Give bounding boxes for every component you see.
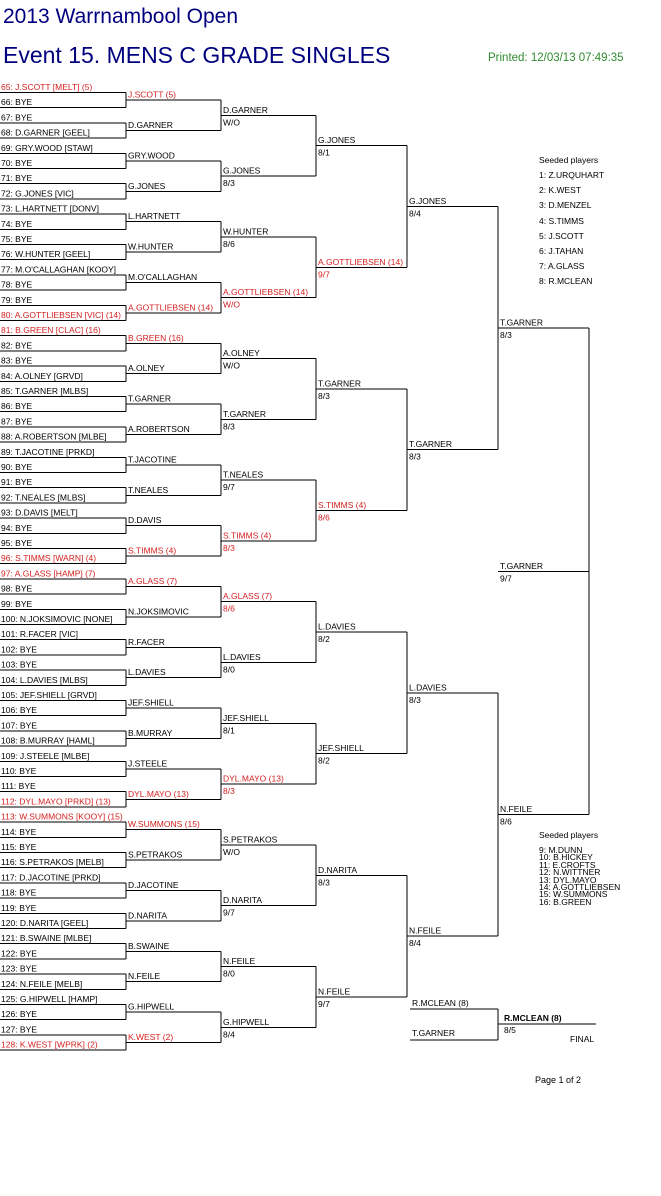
draw-entry: 127: BYE bbox=[1, 1024, 37, 1035]
draw-entry: 125: G.HIPWELL [HAMP] bbox=[1, 994, 98, 1004]
draw-entry: 122: BYE bbox=[1, 948, 37, 959]
round-1-winner: W.SUMMONS (15) bbox=[128, 819, 200, 830]
round-1-winner: D.JACOTINE bbox=[128, 880, 179, 890]
round-1-winner: GRY.WOOD bbox=[128, 150, 175, 161]
seeded-players-header-top: Seeded players bbox=[539, 155, 599, 165]
draw-entry: 67: BYE bbox=[1, 112, 33, 123]
draw-entry: 84: A.OLNEY [GRVD] bbox=[1, 370, 83, 381]
round-2-winner: S.PETRAKOS bbox=[223, 834, 278, 845]
draw-entry: 121: B.SWAINE [MLBE] bbox=[1, 933, 92, 944]
seeded-player: 11: E.CROFTS bbox=[539, 859, 596, 870]
draw-entry: 90: BYE bbox=[1, 462, 33, 472]
round-3-winner: D.NARITA bbox=[318, 864, 358, 875]
round-1-winner: L.DAVIES bbox=[128, 667, 166, 678]
draw-entry: 73: L.HARTNETT [DONV] bbox=[1, 203, 99, 214]
round-2-winner: A.OLNEY bbox=[223, 348, 260, 358]
round-1-winner: A.OLNEY bbox=[128, 363, 165, 374]
round-4-score: 8/4 bbox=[409, 938, 421, 949]
round-3-winner: L.DAVIES bbox=[318, 621, 356, 632]
round-2-score: 8/6 bbox=[223, 238, 235, 249]
round-1-winner: M.O'CALLAGHAN bbox=[128, 272, 198, 282]
round-2-winner: DYL.MAYO (13) bbox=[223, 773, 284, 784]
round-3-score: 8/2 bbox=[318, 755, 330, 766]
draw-entry: 66: BYE bbox=[1, 97, 33, 108]
seeded-player: 14: A.GOTTLIEBSEN bbox=[539, 882, 621, 892]
draw-entry: 123: BYE bbox=[1, 963, 37, 974]
draw-entry: 111: BYE bbox=[1, 781, 36, 792]
round-1-winner: G.JONES bbox=[128, 180, 166, 191]
round-4-winner: G.JONES bbox=[409, 196, 447, 206]
round-2-winner: A.GLASS (7) bbox=[223, 591, 273, 602]
playoff-player-1: R.MCLEAN (8) bbox=[412, 998, 469, 1008]
draw-entry: 117: D.JACOTINE [PRKD] bbox=[1, 872, 101, 883]
round-2-score: 9/7 bbox=[223, 482, 235, 493]
draw-entry: 98: BYE bbox=[1, 583, 33, 594]
draw-entry: 119: BYE bbox=[1, 902, 37, 913]
round-3-winner: S.TIMMS (4) bbox=[318, 500, 367, 510]
round-2-score: 8/3 bbox=[223, 786, 235, 797]
seeded-player: 4: S.TIMMS bbox=[539, 215, 584, 226]
round-1-winner: K.WEST (2) bbox=[128, 1032, 174, 1042]
draw-entry: 91: BYE bbox=[1, 477, 33, 488]
round-3-winner: JEF.SHIELL bbox=[318, 743, 364, 754]
seeded-player: 15: W.SUMMONS bbox=[539, 889, 608, 900]
seeded-players-header-bottom: Seeded players bbox=[539, 830, 599, 840]
seeded-player: 16: B.GREEN bbox=[539, 896, 592, 907]
draw-entry: 114: BYE bbox=[1, 826, 37, 837]
draw-entry: 112: DYL.MAYO [PRKD] (13) bbox=[1, 796, 111, 807]
draw-entry: 105: JEF.SHIELL [GRVD] bbox=[1, 690, 97, 700]
draw-entry: 110: BYE bbox=[1, 766, 37, 776]
round-5-winner: N.FEILE bbox=[500, 804, 533, 814]
printed-timestamp: Printed: 12/03/13 07:49:35 bbox=[488, 52, 624, 64]
draw-entry: 75: BYE bbox=[1, 234, 33, 244]
round-2-score: 8/3 bbox=[223, 421, 235, 432]
draw-entry: 65: J.SCOTT [MELT] (5) bbox=[1, 82, 93, 92]
round-2-winner: G.JONES bbox=[223, 165, 261, 176]
round-2-score: 8/1 bbox=[223, 725, 235, 736]
round-1-winner: N.JOKSIMOVIC bbox=[128, 606, 189, 617]
draw-entry: 81: B.GREEN [CLAC] (16) bbox=[1, 325, 101, 336]
seeded-player: 9: M.DUNN bbox=[539, 845, 583, 855]
round-5-score: 8/3 bbox=[500, 330, 512, 341]
round-2-winner: N.FEILE bbox=[223, 956, 256, 966]
round-1-winner: B.SWAINE bbox=[128, 940, 170, 951]
playoff-label: FINAL bbox=[570, 1034, 595, 1044]
draw-entry: 102: BYE bbox=[1, 644, 37, 655]
round-1-winner: B.GREEN (16) bbox=[128, 332, 184, 343]
round-2-winner: A.GOTTLIEBSEN (14) bbox=[223, 287, 309, 298]
tournament-title: 2013 Warrnambool Open bbox=[3, 5, 239, 28]
draw-entry: 113: W.SUMMONS [KOOY] (15) bbox=[1, 811, 123, 822]
draw-entry: 96: S.TIMMS [WARN] (4) bbox=[1, 553, 97, 564]
draw-entry: 107: BYE bbox=[1, 720, 37, 731]
round-1-winner: N.FEILE bbox=[128, 971, 161, 982]
round-6-winner: T.GARNER bbox=[500, 560, 543, 571]
draw-entry: 86: BYE bbox=[1, 401, 33, 412]
draw-entry: 71: BYE bbox=[1, 173, 33, 184]
round-2-score: W/O bbox=[223, 117, 240, 128]
round-3-score: 9/7 bbox=[318, 269, 330, 280]
round-3-score: 8/6 bbox=[318, 512, 330, 523]
draw-entry: 89: T.JACOTINE [PRKD] bbox=[1, 446, 95, 457]
round-1-winner: J.STEELE bbox=[128, 758, 168, 769]
seeded-player: 8: R.MCLEAN bbox=[539, 276, 593, 287]
draw-entry: 120: D.NARITA [GEEL] bbox=[1, 918, 89, 928]
draw-entry: 70: BYE bbox=[1, 158, 33, 168]
draw-entry: 93: D.DAVIS [MELT] bbox=[1, 507, 78, 518]
round-2-score: W/O bbox=[223, 299, 240, 310]
round-1-winner: T.GARNER bbox=[128, 393, 171, 404]
round-1-winner: A.GOTTLIEBSEN (14) bbox=[128, 302, 214, 313]
round-4-winner: N.FEILE bbox=[409, 925, 442, 936]
round-1-winner: D.DAVIS bbox=[128, 515, 162, 526]
draw-entry: 109: J.STEELE [MLBE] bbox=[1, 750, 90, 761]
draw-entry: 104: L.DAVIES [MLBS] bbox=[1, 674, 88, 685]
draw-entry: 108: B.MURRAY [HAML] bbox=[1, 735, 95, 746]
round-3-score: 8/3 bbox=[318, 877, 330, 888]
seeded-player: 1: Z.URQUHART bbox=[539, 170, 605, 180]
draw-entry: 69: GRY.WOOD [STAW] bbox=[1, 142, 93, 153]
round-2-winner: T.NEALES bbox=[223, 469, 264, 480]
draw-entry: 74: BYE bbox=[1, 218, 33, 229]
round-4-score: 8/3 bbox=[409, 451, 421, 462]
round-3-score: 8/1 bbox=[318, 147, 330, 158]
playoff-winner: R.MCLEAN (8) bbox=[504, 1013, 562, 1023]
draw-entry: 128: K.WEST [WPRK] (2) bbox=[1, 1039, 98, 1050]
round-1-winner: S.TIMMS (4) bbox=[128, 545, 177, 556]
round-1-winner: L.HARTNETT bbox=[128, 211, 181, 222]
round-1-winner: D.NARITA bbox=[128, 910, 168, 921]
seeded-player: 5: J.SCOTT bbox=[539, 230, 584, 241]
draw-entry: 94: BYE bbox=[1, 522, 33, 533]
round-1-winner: B.MURRAY bbox=[128, 728, 173, 738]
draw-entry: 116: S.PETRAKOS [MELB] bbox=[1, 857, 104, 868]
round-1-winner: A.ROBERTSON bbox=[128, 424, 190, 434]
draw-entry: 87: BYE bbox=[1, 416, 33, 427]
round-3-winner: T.GARNER bbox=[318, 378, 361, 389]
round-2-winner: W.HUNTER bbox=[223, 226, 269, 237]
round-1-winner: A.GLASS (7) bbox=[128, 576, 178, 586]
round-2-winner: D.GARNER bbox=[223, 104, 268, 115]
round-2-winner: T.GARNER bbox=[223, 408, 266, 419]
draw-entry: 79: BYE bbox=[1, 294, 33, 305]
draw-entry: 106: BYE bbox=[1, 705, 37, 716]
round-2-winner: G.HIPWELL bbox=[223, 1016, 270, 1027]
round-3-winner: N.FEILE bbox=[318, 986, 351, 997]
playoff-player-2: T.GARNER bbox=[412, 1028, 455, 1038]
round-6-score: 9/7 bbox=[500, 573, 512, 584]
page-number: Page 1 of 2 bbox=[535, 1075, 582, 1085]
draw-entry: 83: BYE bbox=[1, 355, 33, 366]
round-1-winner: R.FACER bbox=[128, 636, 165, 647]
round-2-winner: JEF.SHIELL bbox=[223, 712, 269, 723]
round-1-winner: W.HUNTER bbox=[128, 241, 174, 252]
round-1-winner: T.JACOTINE bbox=[128, 454, 177, 465]
draw-entry: 76: W.HUNTER [GEEL] bbox=[1, 249, 91, 260]
round-4-score: 8/4 bbox=[409, 208, 421, 219]
round-2-score: 8/4 bbox=[223, 1029, 235, 1040]
round-1-winner: DYL.MAYO (13) bbox=[128, 788, 189, 799]
round-1-winner: G.HIPWELL bbox=[128, 1001, 175, 1012]
seeded-player: 7: A.GLASS bbox=[539, 261, 585, 272]
round-2-score: W/O bbox=[223, 846, 240, 857]
draw-entry: 126: BYE bbox=[1, 1009, 37, 1020]
event-title: Event 15. MENS C GRADE SINGLES bbox=[3, 42, 391, 68]
draw-entry: 92: T.NEALES [MLBS] bbox=[1, 492, 86, 503]
playoff-score: 8/5 bbox=[504, 1025, 516, 1035]
draw-entry: 78: BYE bbox=[1, 279, 33, 290]
round-3-score: 8/3 bbox=[318, 390, 330, 401]
round-2-score: W/O bbox=[223, 360, 240, 371]
round-1-winner: J.SCOTT (5) bbox=[128, 89, 177, 100]
round-2-score: 8/3 bbox=[223, 542, 235, 553]
round-2-score: 8/0 bbox=[223, 968, 235, 979]
seeded-player: 6: J.TAHAN bbox=[539, 246, 584, 256]
draw-entry: 72: G.JONES [VIC] bbox=[1, 188, 74, 199]
round-4-winner: L.DAVIES bbox=[409, 682, 447, 693]
draw-entry: 88: A.ROBERTSON [MLBE] bbox=[1, 431, 107, 442]
round-1-winner: T.NEALES bbox=[128, 484, 169, 495]
round-2-winner: D.NARITA bbox=[223, 895, 263, 906]
draw-entry: 101: R.FACER [VIC] bbox=[1, 629, 78, 640]
round-2-score: 8/0 bbox=[223, 664, 235, 675]
round-5-winner: T.GARNER bbox=[500, 317, 543, 328]
round-2-winner: S.TIMMS (4) bbox=[223, 530, 272, 541]
seeded-player: 10: B.HICKEY bbox=[539, 852, 593, 863]
draw-entry: 115: BYE bbox=[1, 842, 37, 852]
seeded-player: 12: N.WITTNER bbox=[539, 867, 601, 878]
draw-entry: 99: BYE bbox=[1, 598, 33, 609]
draw-entry: 124: N.FEILE [MELB] bbox=[1, 978, 83, 989]
round-2-score: 8/6 bbox=[223, 603, 235, 614]
draw-entry: 77: M.O'CALLAGHAN [KOOY] bbox=[1, 264, 116, 275]
round-1-winner: S.PETRAKOS bbox=[128, 849, 183, 860]
round-3-score: 9/7 bbox=[318, 998, 330, 1009]
draw-entry: 100: N.JOKSIMOVIC [NONE] bbox=[1, 614, 113, 624]
draw-entry: 103: BYE bbox=[1, 659, 37, 670]
seeded-player: 3: D.MENZEL bbox=[539, 200, 592, 211]
round-3-score: 8/2 bbox=[318, 634, 330, 645]
draw-entry: 85: T.GARNER [MLBS] bbox=[1, 386, 89, 396]
round-2-score: 9/7 bbox=[223, 907, 235, 918]
draw-entry: 97: A.GLASS [HAMP] (7) bbox=[1, 568, 96, 579]
draw-entry: 82: BYE bbox=[1, 340, 33, 351]
round-4-score: 8/3 bbox=[409, 694, 421, 705]
draw-entry: 118: BYE bbox=[1, 887, 37, 898]
round-3-winner: G.JONES bbox=[318, 135, 356, 146]
round-2-winner: L.DAVIES bbox=[223, 652, 261, 662]
round-1-winner: D.GARNER bbox=[128, 120, 173, 130]
round-4-winner: T.GARNER bbox=[409, 439, 452, 450]
round-2-score: 8/3 bbox=[223, 178, 235, 189]
draw-entry: 68: D.GARNER [GEEL] bbox=[1, 127, 90, 138]
seeded-player: 2: K.WEST bbox=[539, 185, 582, 196]
round-3-winner: A.GOTTLIEBSEN (14) bbox=[318, 256, 404, 267]
seeded-player: 13: DYL.MAYO bbox=[539, 874, 597, 885]
draw-entry: 80: A.GOTTLIEBSEN [VIC] (14) bbox=[1, 310, 121, 320]
round-5-score: 8/6 bbox=[500, 816, 512, 827]
round-1-winner: JEF.SHIELL bbox=[128, 697, 174, 708]
draw-entry: 95: BYE bbox=[1, 538, 33, 548]
